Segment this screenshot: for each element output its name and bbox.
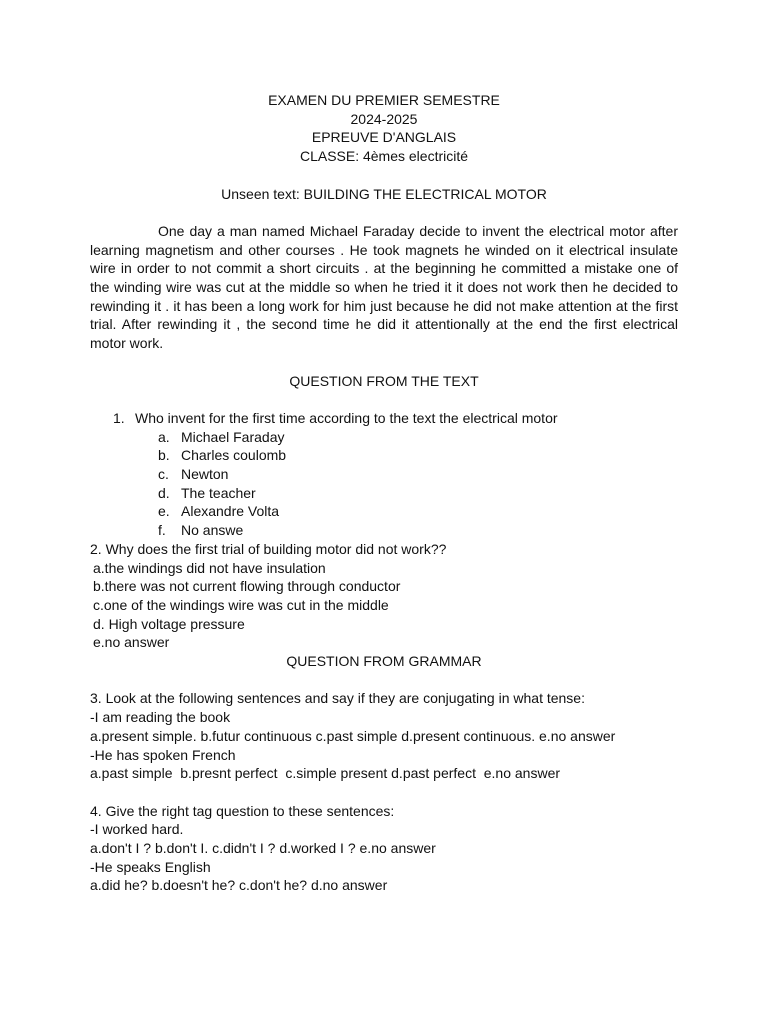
section-title-text: QUESTION FROM THE TEXT: [289, 372, 479, 389]
list-item: [90, 521, 678, 540]
option-letter: e.: [158, 503, 170, 520]
list-item: [90, 428, 678, 447]
question-3: 3. Look at the following sentences and say if they are conjugating in what tense:: [90, 690, 585, 707]
question-1: [90, 409, 678, 428]
question-4-line: a.don't I ? b.don't I. c.didn't I ? d.worked I ? e.no answer: [90, 840, 436, 857]
question-4: 4. Give the right tag question to these sentences:: [90, 802, 395, 819]
option-letter: f.: [158, 522, 166, 539]
question-3-line: -I am reading the book: [90, 709, 231, 726]
option-text: The teacher: [181, 484, 256, 501]
question-1-number: 1.: [113, 409, 125, 426]
document-content: [90, 91, 678, 895]
option-letter: c.: [158, 466, 169, 482]
question-4-line: -I worked hard.: [90, 821, 184, 838]
list-item: [90, 446, 678, 465]
list-item: [90, 484, 678, 503]
option-letter: d.: [158, 484, 170, 501]
question-1-options: [90, 428, 678, 540]
question-4-line: a.did he? b.doesn't he? c.don't he? d.no answer: [90, 877, 388, 894]
question-3-line: a.past simple b.presnt perfect c.simple present d.past perfect e.no answer: [90, 765, 561, 782]
option-text: Charles coulomb: [181, 447, 287, 464]
header-line-4: CLASSE: 4èmes electricité: [299, 148, 469, 165]
option-text: No answe: [181, 522, 244, 539]
option-letter: b.: [158, 447, 170, 464]
option-letter: a.: [158, 428, 170, 445]
question-1-text: Who invent for the first time according to the text the electrical motor: [135, 409, 558, 426]
question-2: 2. Why does the first trial of building motor did not work??: [90, 540, 447, 557]
header-line-2: 2024-2025: [350, 110, 418, 127]
question-2-option: a.the windings did not have insulation: [93, 559, 326, 576]
section-title-grammar: QUESTION FROM GRAMMAR: [286, 653, 482, 670]
header-line-3: EPREUVE D'ANGLAIS: [311, 129, 457, 146]
unseen-text-title: Unseen text: BUILDING THE ELECTRICAL MOTOR: [221, 185, 547, 202]
option-text: Alexandre Volta: [181, 503, 280, 520]
exam-header: [90, 91, 678, 166]
question-2-option: e.no answer: [93, 634, 170, 651]
option-text: Michael Faraday: [181, 428, 285, 445]
question-2-option: d. High voltage pressure: [93, 615, 245, 632]
header-line-1: EXAMEN DU PREMIER SEMESTRE: [268, 92, 500, 108]
list-item: [90, 465, 678, 484]
option-text: Newton: [181, 466, 229, 482]
reading-passage: One day a man named Michael Faraday decide to invent the electrical motor after learning magnetism and other courses . He took magnets he winded on it electrical insulate wire in order to not commit a short circuits . at the beginning he committed a mistake one of the winding wire was cut at the middle so when he tried it it does not work then he decided to rewinding it . it has been a long work for him just because he did not make attention at the first trial. After rewinding it , the second time he did it attentionally at the end the first electrical motor work.: [90, 222, 678, 352]
question-4-line: -He speaks English: [90, 858, 211, 875]
question-2-option: b.there was not current flowing through conductor: [93, 578, 401, 595]
question-3-line: -He has spoken French: [90, 746, 236, 763]
question-3-line: a.present simple. b.futur continuous c.past simple d.present continuous. e.no answer: [90, 727, 616, 744]
question-2-option: c.one of the windings wire was cut in the middle: [93, 596, 389, 613]
list-item: [90, 502, 678, 521]
